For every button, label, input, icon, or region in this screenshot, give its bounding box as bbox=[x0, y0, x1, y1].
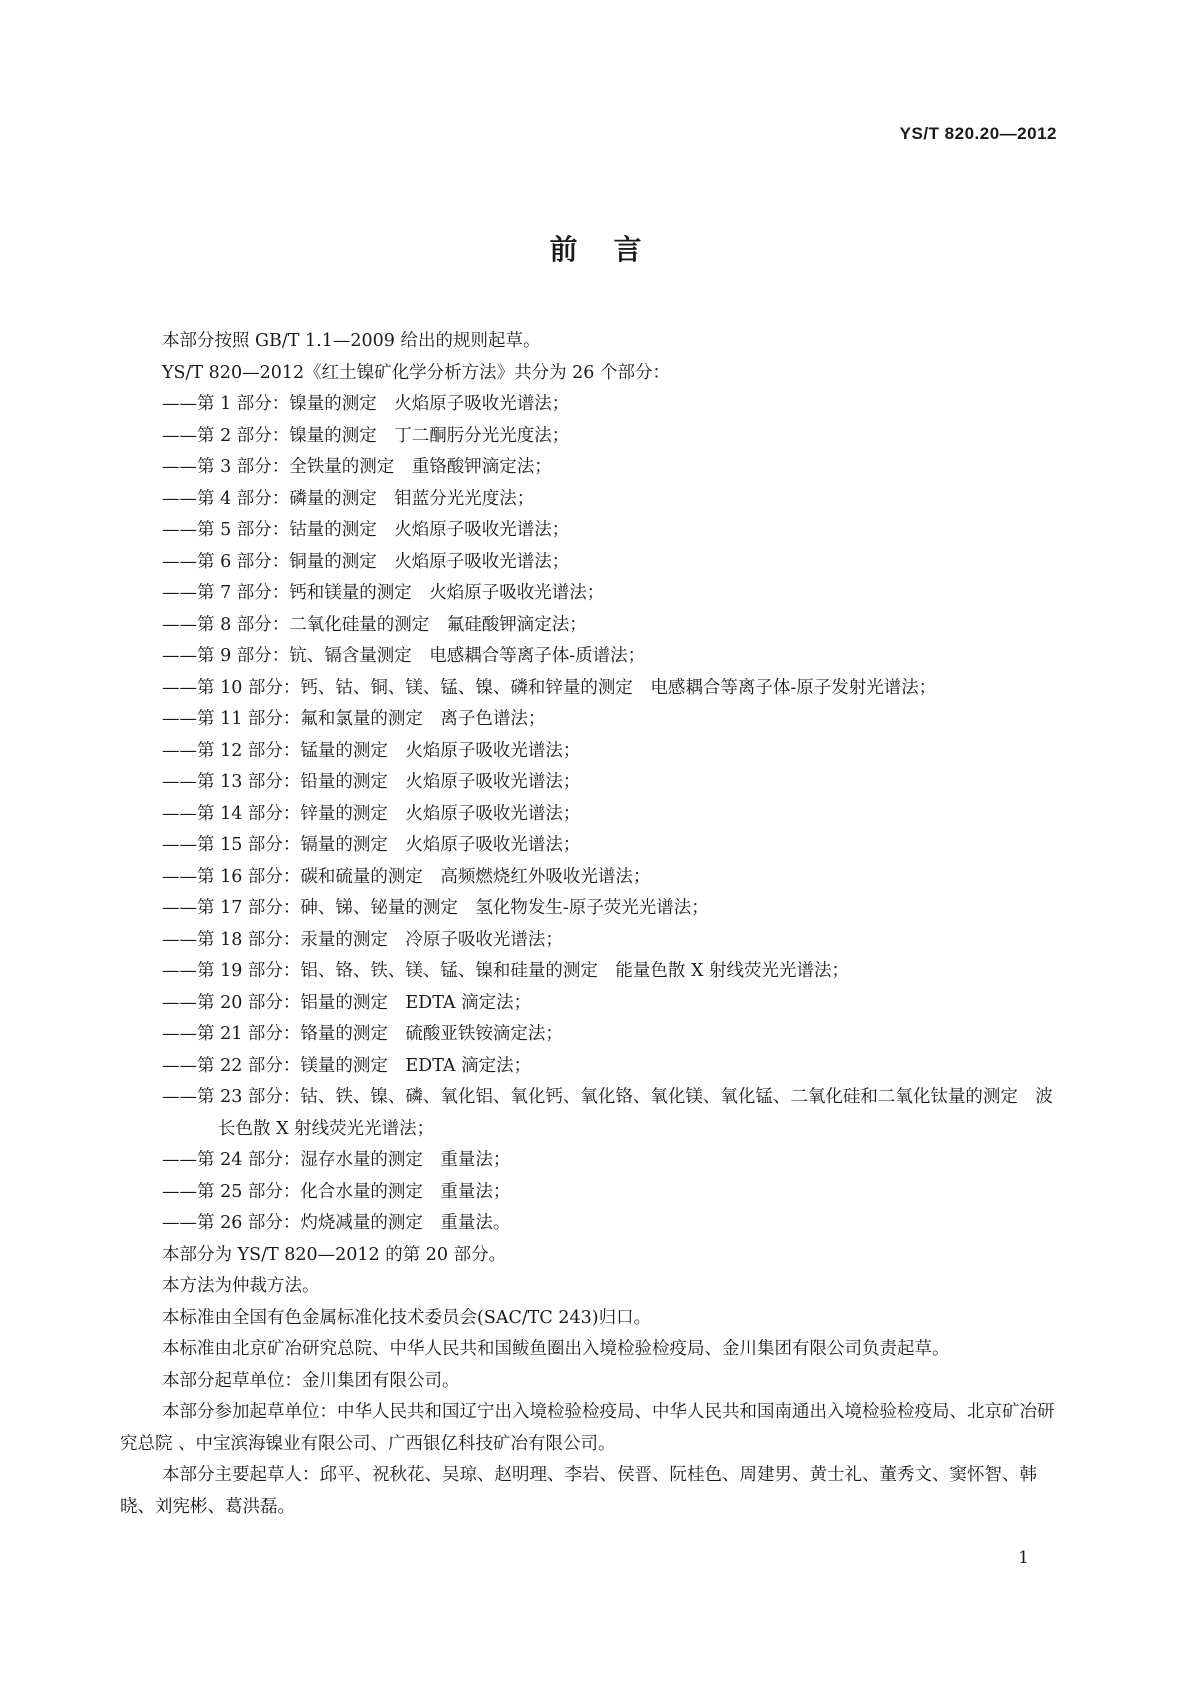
list-item: ——第 4 部分：磷量的测定 钼蓝分光光度法； bbox=[162, 488, 535, 509]
list-item: ——第 3 部分：全铁量的测定 重铬酸钾滴定法； bbox=[162, 457, 552, 477]
page-number: 1 bbox=[1018, 1548, 1029, 1568]
list-item: ——第 11 部分：氟和氯量的测定 离子色谱法； bbox=[162, 709, 546, 729]
paragraph: YS/T 820—2012《红土镍矿化学分析方法》共分为 26 个部分： bbox=[162, 362, 671, 383]
paragraph: 本部分主要起草人：邱平、祝秋花、吴琼、赵明理、李岩、侯晋、阮桂色、周建男、黄士礼、董秀文、窦怀智、韩晓、刘宪彬、葛洪磊。 bbox=[120, 1465, 1037, 1517]
paragraph: 本部分按照 GB/T 1.1—2009 给出的规则起草。 bbox=[162, 331, 541, 351]
list-item: ——第 9 部分：钪、镉含量测定 电感耦合等离子体-质谱法； bbox=[162, 646, 646, 666]
list-item: ——第 2 部分：镍量的测定 丁二酮肟分光光度法； bbox=[162, 425, 570, 446]
list-item: ——第 16 部分：碳和硫量的测定 高频燃烧红外吸收光谱法； bbox=[162, 866, 651, 887]
paragraph: 本部分参加起草单位：中华人民共和国辽宁出入境检验检疫局、中华人民共和国南通出入境检验检疫局、北京矿冶研究总院 、中宝滨海镍业有限公司、广西银亿科技矿冶有限公司。 bbox=[120, 1402, 1055, 1454]
list-item: ——第 17 部分：砷、锑、铋量的测定 氢化物发生-原子荧光光谱法； bbox=[162, 898, 709, 918]
list-item: ——第 13 部分：铅量的测定 火焰原子吸收光谱法； bbox=[162, 772, 581, 792]
list-item: ——第 10 部分：钙、钴、铜、镁、锰、镍、磷和锌量的测定 电感耦合等离子体-原子发射光谱法； bbox=[162, 677, 937, 698]
list-item: ——第 19 部分：铝、铬、铁、镁、锰、镍和硅量的测定 能量色散 X 射线荧光光谱法； bbox=[162, 961, 849, 981]
list-item: ——第 6 部分：铜量的测定 火焰原子吸收光谱法； bbox=[162, 551, 570, 572]
list-item: ——第 5 部分：钴量的测定 火焰原子吸收光谱法； bbox=[162, 520, 570, 540]
page-title: 前言 bbox=[549, 233, 678, 266]
list-item: ——第 8 部分：二氧化硅量的测定 氟硅酸钾滴定法； bbox=[162, 614, 587, 635]
paragraph: 本方法为仲裁方法。 bbox=[162, 1276, 320, 1296]
list-item: ——第 15 部分：镉量的测定 火焰原子吸收光谱法； bbox=[162, 835, 581, 855]
list-item: ——第 14 部分：锌量的测定 火焰原子吸收光谱法； bbox=[162, 803, 581, 824]
paragraph: 本标准由北京矿冶研究总院、中华人民共和国鲅鱼圈出入境检验检疫局、金川集团有限公司负责起草。 bbox=[162, 1339, 950, 1359]
list-item: ——第 7 部分：钙和镁量的测定 火焰原子吸收光谱法； bbox=[162, 583, 605, 603]
list-item: ——第 18 部分：汞量的测定 冷原子吸收光谱法； bbox=[162, 929, 563, 950]
list-item: ——第 12 部分：锰量的测定 火焰原子吸收光谱法； bbox=[162, 740, 581, 761]
list-item: ——第 21 部分：铬量的测定 硫酸亚铁铵滴定法； bbox=[162, 1024, 563, 1044]
paragraph: 本部分起草单位：金川集团有限公司。 bbox=[162, 1370, 460, 1391]
list-item: ——第 24 部分：湿存水量的测定 重量法； bbox=[162, 1150, 511, 1170]
parts-list bbox=[120, 389, 1060, 1240]
paragraph: 本部分为 YS/T 820—2012 的第 20 部分。 bbox=[162, 1244, 507, 1265]
list-item: ——第 20 部分：铝量的测定 EDTA 滴定法； bbox=[162, 992, 532, 1013]
list-item: ——第 22 部分：镁量的测定 EDTA 滴定法； bbox=[162, 1055, 532, 1076]
standard-number: YS/T 820.20—2012 bbox=[899, 124, 1057, 143]
foreword-body bbox=[120, 326, 1060, 1523]
list-item: ——第 23 部分：钴、铁、镍、磷、氧化铝、氧化钙、氧化铬、氧化镁、氧化锰、二氧化硅和二氧化钛量的测定 波长色散 X 射线荧光光谱法； bbox=[162, 1087, 1053, 1139]
list-item: ——第 25 部分：化合水量的测定 重量法； bbox=[162, 1181, 511, 1202]
paragraph: 本标准由全国有色金属标准化技术委员会(SAC/TC 243)归口。 bbox=[162, 1307, 652, 1328]
list-item: ——第 1 部分：镍量的测定 火焰原子吸收光谱法； bbox=[162, 394, 570, 414]
list-item: ——第 26 部分：灼烧减量的测定 重量法。 bbox=[162, 1213, 511, 1233]
